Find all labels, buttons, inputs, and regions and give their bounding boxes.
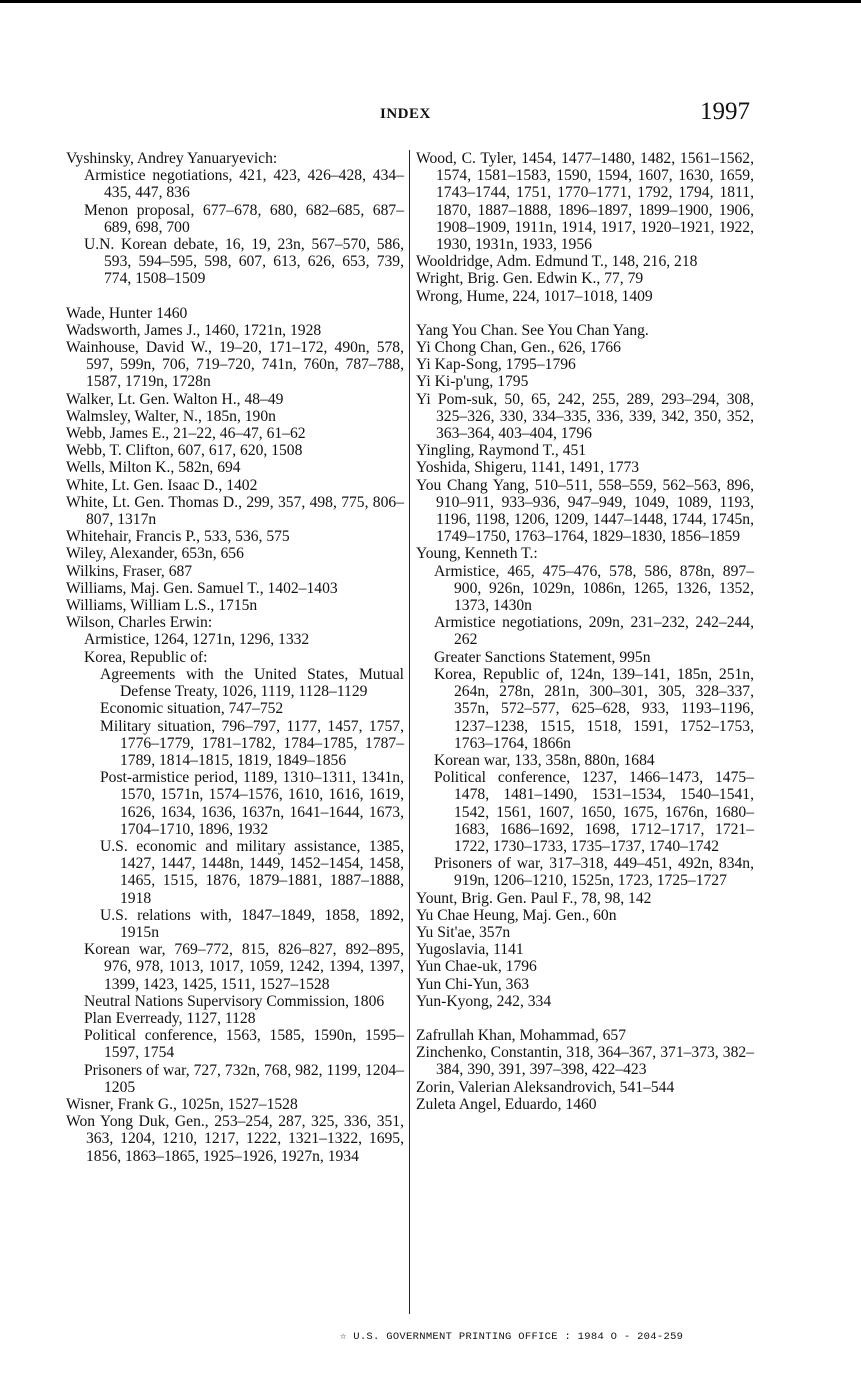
index-subentry: Economic situation, 747–752 [100,700,284,718]
index-entry: Yun-Kyong, 242, 334 [416,992,552,1010]
index-subentry: Political conference, 1563, 1585, 1590n, 1595–1597, 1754 [84,1027,404,1062]
index-subentry: Political conference, 1237, 1466–1473, 1475–1478, 1481–1490, 1531–1534, 1540–1541, 1542, 1561, 1607, 1650, 1675, 1676n, 1680–1683, 1686–1692, 1698, 1712–1717, 1721–1722, 1730–1733, 1735–1737, 1740–1742 [434,769,754,855]
index-entry: Zorin, Valerian Aleksandrovich, 541–544 [416,1078,675,1096]
index-column-right [416,150,754,1113]
index-subentry: U.S. relations with, 1847–1849, 1858, 1892, 1915n [100,906,404,941]
index-entry: Yi Ki-p'ung, 1795 [416,373,529,391]
index-subentry: Post-armistice period, 1189, 1310–1311, 1341n, 1570, 1571n, 1574–1576, 1610, 1616, 1619, 1626, 1634, 1636, 1637n, 1641–1644, 1673, 1704–1710, 1896, 1932 [100,769,404,838]
index-subentry: Korean war, 769–772, 815, 826–827, 892–895, 976, 978, 1013, 1017, 1059, 1242, 1394, 1397, 1399, 1423, 1425, 1511, 1527–1528 [84,941,404,993]
index-entry: Yi Pom-suk, 50, 65, 242, 255, 289, 293–294, 308, 325–326, 330, 334–335, 336, 339, 342, 350, 352, 363–364, 403–404, 1796 [416,390,754,443]
index-subentry: Korea, Republic of, 124n, 139–141, 185n, 251n, 264n, 278n, 281n, 300–301, 305, 328–337, 357n, 572–577, 625–628, 933, 1193–1196, 1237–1238, 1515, 1518, 1591, 1752–1753, 1763–1764, 1866n [434,665,754,752]
index-entry: Yun Chi-Yun, 363 [416,975,530,993]
index-entry: Wadsworth, James J., 1460, 1721n, 1928 [66,321,322,339]
index-subentry: Menon proposal, 677–678, 680, 682–685, 687–689, 698, 700 [84,201,404,236]
index-entry: Yount, Brig. Gen. Paul F., 78, 98, 142 [416,889,652,907]
index-subentry: Military situation, 796–797, 1177, 1457, 1757, 1776–1779, 1781–1782, 1784–1785, 1787–1789, 1814–1815, 1819, 1849–1856 [100,717,404,769]
index-entry: Yu Chae Heung, Maj. Gen., 60n [416,906,617,924]
index-entry: Wells, Milton K., 582n, 694 [66,459,241,477]
index-entry: Wilkins, Fraser, 687 [66,562,193,580]
index-entry: Zinchenko, Constantin, 318, 364–367, 371–373, 382–384, 390, 391, 397–398, 422–423 [416,1044,754,1079]
index-entry: Yugoslavia, 1141 [416,941,524,959]
index-entry: Won Yong Duk, Gen., 253–254, 287, 325, 336, 351, 363, 1204, 1210, 1217, 1222, 1321–1322, 1695, 1856, 1863–1865, 1925–1926, 1927n, 1934 [66,1113,404,1165]
index-entry: Wainhouse, David W., 19–20, 171–172, 490n, 578, 597, 599n, 706, 719–720, 741n, 760n, 787–788, 1587, 1719n, 1728n [66,339,404,391]
index-entry: White, Lt. Gen. Thomas D., 299, 357, 498, 775, 806–807, 1317n [66,493,404,529]
page-number: 1997 [700,98,750,125]
index-subentry: Armistice, 1264, 1271n, 1296, 1332 [84,631,310,649]
index-subentry: Plan Everready, 1127, 1128 [84,1009,256,1027]
running-header-title: INDEX [380,106,431,122]
index-entry: Williams, William L.S., 1715n [66,597,258,615]
index-entry: Webb, James E., 21–22, 46–47, 61–62 [66,425,306,443]
index-entry: Wooldridge, Adm. Edmund T., 148, 216, 218 [416,253,698,271]
letter-group-gap [416,1010,754,1027]
index-entry: Wood, C. Tyler, 1454, 1477–1480, 1482, 1561–1562, 1574, 1581–1583, 1590, 1594, 1607, 1630, 1659, 1743–1744, 1751, 1770–1771, 1792, 1794, 1811, 1870, 1887–1888, 1896–1897, 1899–1900, 1906, 1908–1909, 1911n, 1914, 1917, 1920–1921, 1922, 1930, 1931n, 1933, 1956 [416,150,754,254]
index-subentry: Korean war, 133, 358n, 880n, 1684 [434,751,655,769]
top-rule [0,0,861,3]
index-entry: Webb, T. Clifton, 607, 617, 620, 1508 [66,442,303,460]
index-entry: Zuleta Angel, Eduardo, 1460 [416,1095,597,1113]
index-entry: Wilson, Charles Erwin: [66,614,213,632]
index-subentry: Prisoners of war, 317–318, 449–451, 492n, 834n, 919n, 1206–1210, 1525n, 1723, 1725–1727 [434,855,754,890]
index-entry: Yi Chong Chan, Gen., 626, 1766 [416,339,621,357]
index-subentry: Armistice negotiations, 421, 423, 426–428, 434–435, 447, 836 [84,167,404,202]
index-entry: Wiley, Alexander, 653n, 656 [66,545,244,563]
index-entry: Young, Kenneth T.: [416,545,538,563]
index-subentry: Agreements with the United States, Mutual Defense Treaty, 1026, 1119, 1128–1129 [100,665,404,701]
letter-group-gap [416,305,754,322]
index-entry: Yingling, Raymond T., 451 [416,442,587,460]
index-entry: Wisner, Frank G., 1025n, 1527–1528 [66,1095,298,1113]
index-entry: Vyshinsky, Andrey Yanuaryevich: [66,150,278,167]
index-entry: Zafrullah Khan, Mohammad, 657 [416,1026,627,1044]
index-entry: Yun Chae-uk, 1796 [416,958,537,976]
index-subentry: Neutral Nations Supervisory Commission, 1806 [84,992,385,1010]
index-entry: Yoshida, Shigeru, 1141, 1491, 1773 [416,459,640,477]
index-entry: Wrong, Hume, 224, 1017–1018, 1409 [416,287,653,305]
column-divider [409,150,410,1314]
index-subentry: Korea, Republic of: [84,648,208,666]
index-entry: You Chang Yang, 510–511, 558–559, 562–563, 896, 910–911, 933–936, 947–949, 1049, 1089, 1193, 1196, 1198, 1206, 1209, 1447–1448, 1744, 1745n, 1749–1750, 1763–1764, 1829–1830, 1856–1859 [416,476,754,546]
letter-group-gap [66,288,404,305]
index-entry: Yi Kap-Song, 1795–1796 [416,356,576,374]
index-subentry: Greater Sanctions Statement, 995n [434,648,651,666]
index-subentry: U.S. economic and military assistance, 1385, 1427, 1447, 1448n, 1449, 1452–1454, 1458, 1465, 1515, 1876, 1879–1881, 1887–1888, 1918 [100,837,404,907]
index-entry: Yang You Chan. See You Chan Yang. [416,321,649,339]
index-entry: Williams, Maj. Gen. Samuel T., 1402–1403 [66,579,338,597]
printing-office-footer: ☆ U.S. GOVERNMENT PRINTING OFFICE : 1984 O - 204-259 [340,1331,684,1343]
index-subentry: U.N. Korean debate, 16, 19, 23n, 567–570, 586, 593, 594–595, 598, 607, 613, 626, 653, 739, 774, 1508–1509 [84,236,404,288]
index-entry: Wright, Brig. Gen. Edwin K., 77, 79 [416,270,644,288]
index-entry: Wade, Hunter 1460 [66,304,188,322]
index-subentry: Prisoners of war, 727, 732n, 768, 982, 1199, 1204–1205 [84,1061,404,1096]
index-subentry: Armistice, 465, 475–476, 578, 586, 878n, 897–900, 926n, 1029n, 1086n, 1265, 1326, 1352, 1373, 1430n [434,562,754,615]
index-entry: Walmsley, Walter, N., 185n, 190n [66,407,276,425]
index-entry: Walker, Lt. Gen. Walton H., 48–49 [66,390,284,408]
index-column-left [66,150,404,1165]
index-entry: Whitehair, Francis P., 533, 536, 575 [66,528,290,546]
index-entry: White, Lt. Gen. Isaac D., 1402 [66,476,258,494]
index-entry: Yu Sit'ae, 357n [416,923,511,941]
index-subentry: Armistice negotiations, 209n, 231–232, 242–244, 262 [434,614,754,649]
